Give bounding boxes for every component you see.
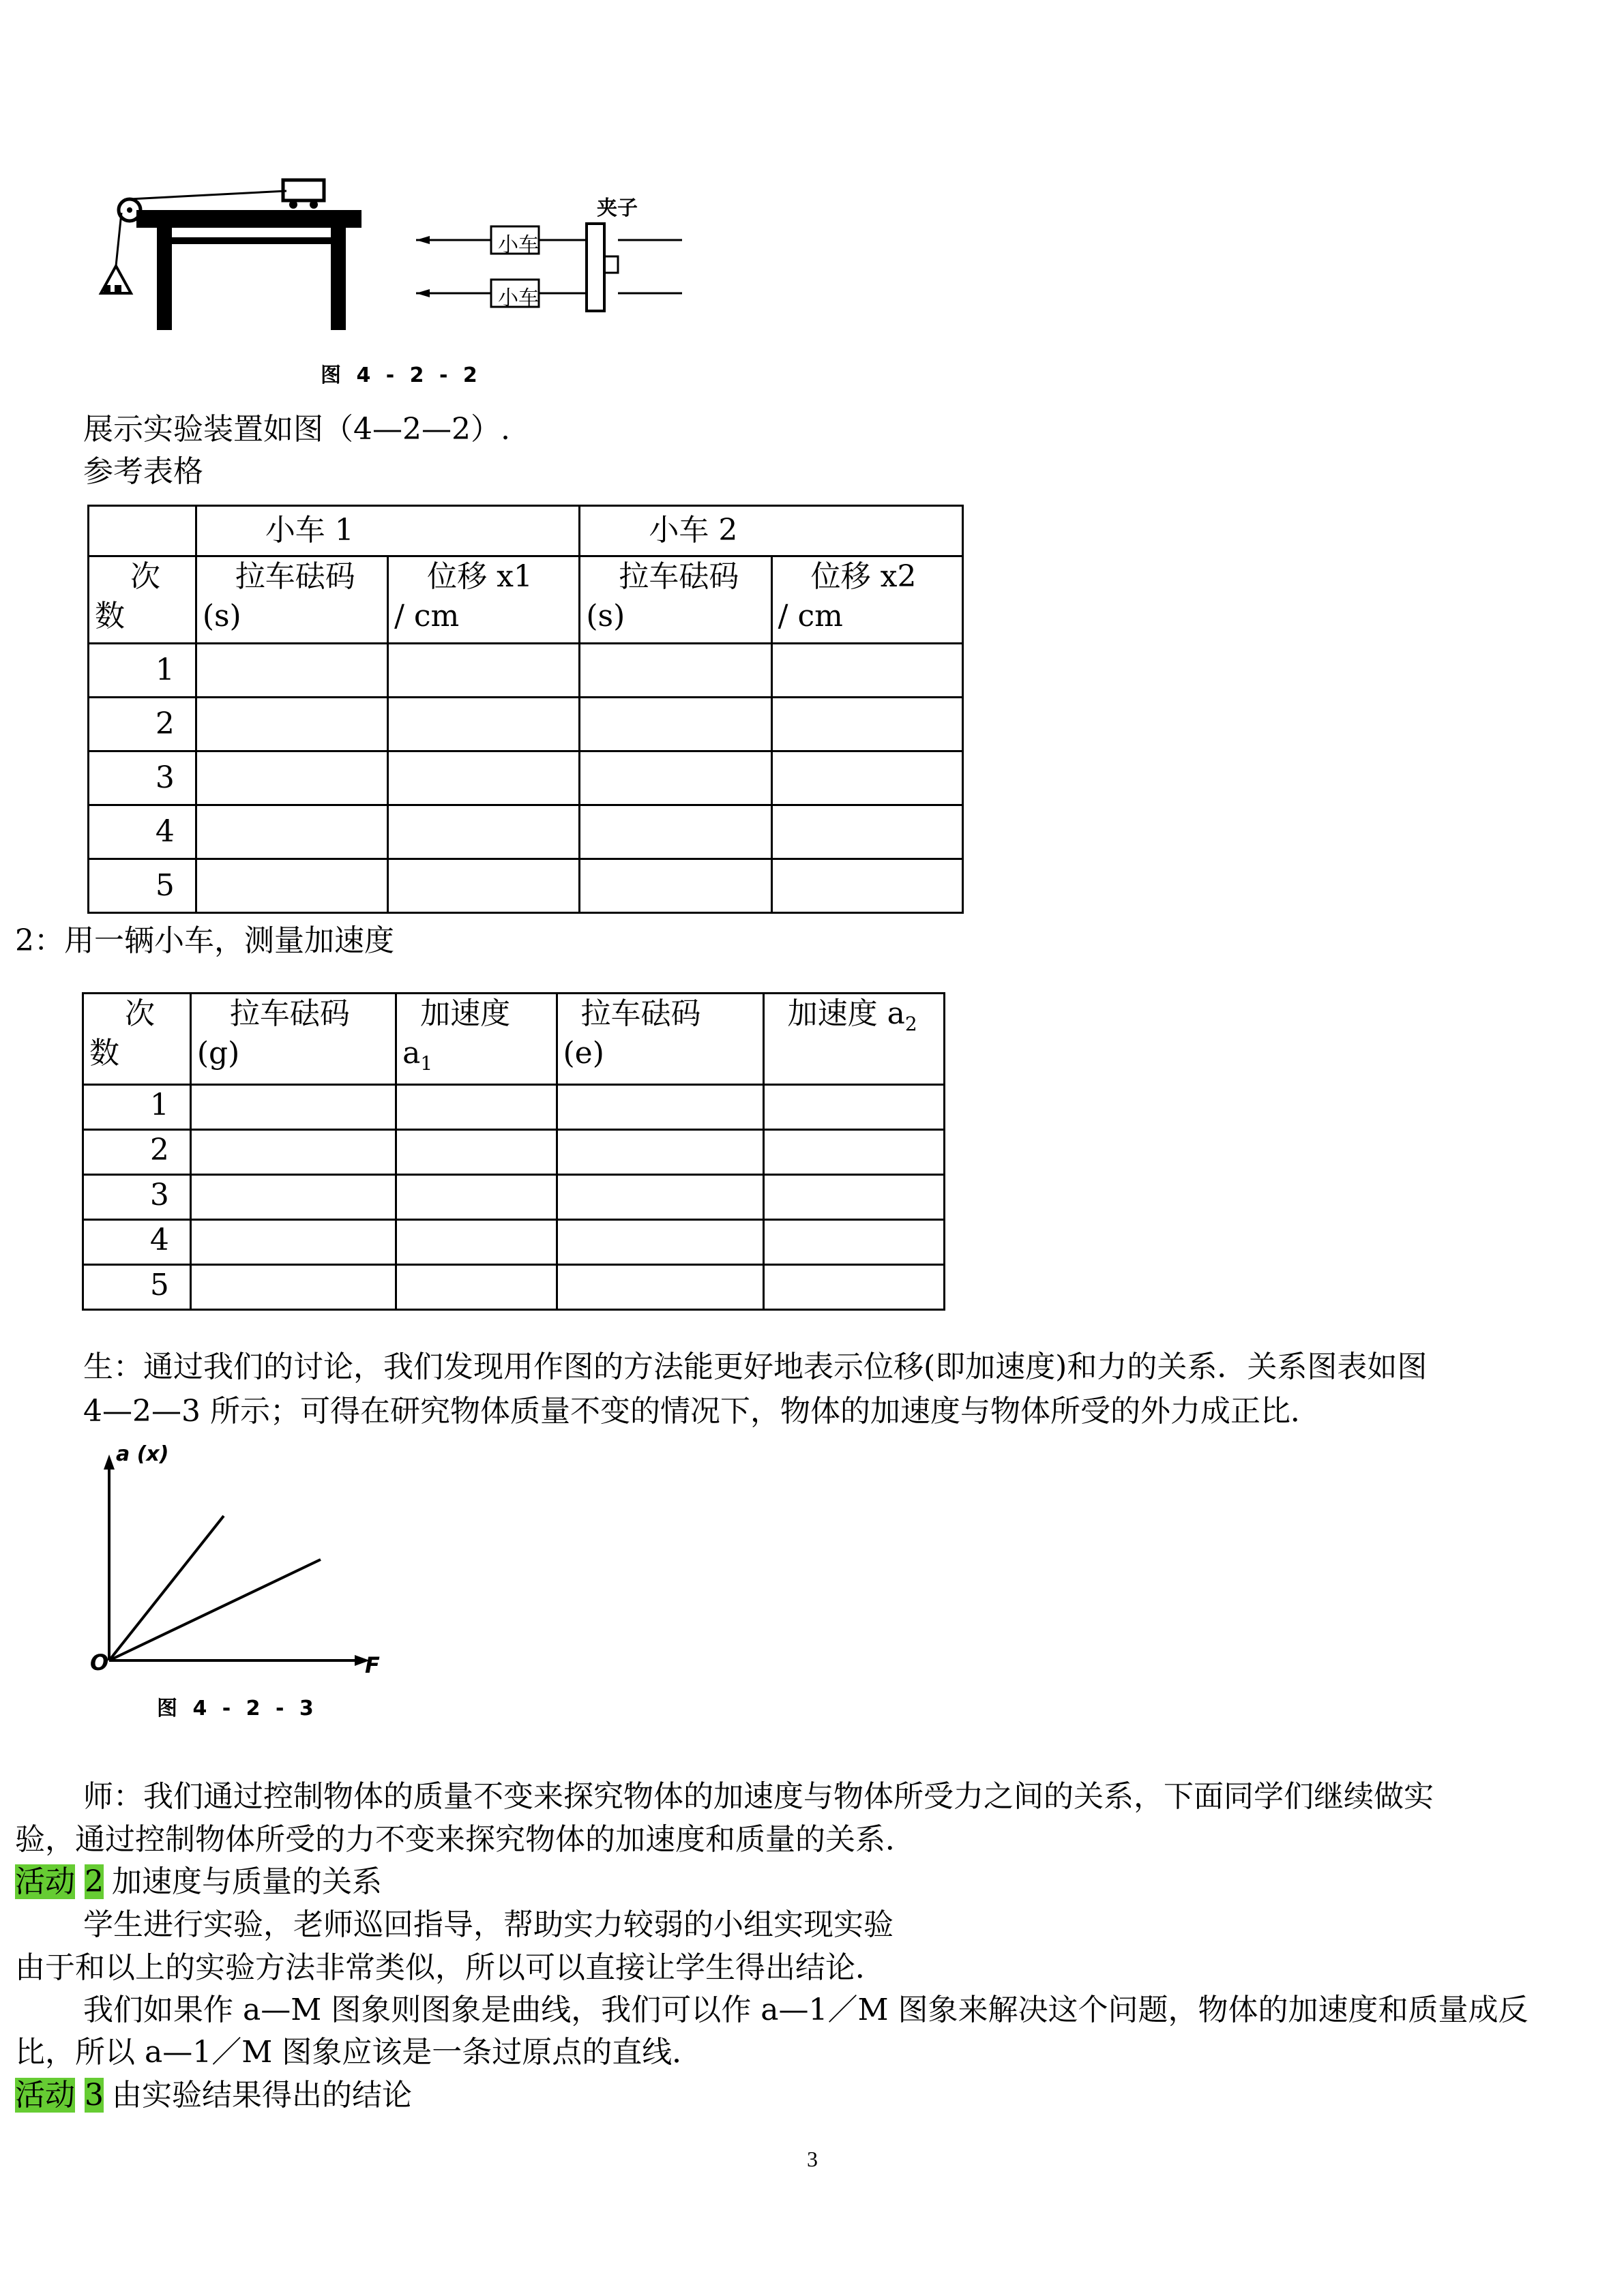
col-count-header: 次 数: [83, 994, 191, 1085]
figure-caption: 图 4 - 2 - 3: [157, 1697, 318, 1720]
para-student-line-1: 生：通过我们的讨论，我们发现用作图的方法能更好地表示位移(即加速度)和力的关系．关系图表如图: [83, 1350, 1428, 1384]
col-accel-1-header: 加速度 $a_1$: [396, 994, 557, 1085]
header-blank: [89, 506, 196, 556]
table-row: 3: [89, 751, 963, 805]
graph-line-shallow: [109, 1560, 321, 1660]
origin-label: O: [90, 1650, 109, 1675]
clip-label: 夹子: [597, 196, 638, 220]
para-graph-line-2: 比，所以 a—1／M 图象应该是一条过原点的直线．: [15, 2035, 703, 2070]
table-row: 2: [89, 698, 963, 751]
para-ref-table: 参考表格: [83, 454, 203, 489]
activity-number: 3: [85, 2078, 104, 2113]
col-weight-1-header: 拉车砝码 (s): [196, 556, 387, 644]
header-cart-2: 小车 2: [580, 506, 963, 556]
y-axis-label: a (x): [116, 1442, 169, 1466]
table-row: 5: [89, 859, 963, 913]
activity-2-heading: [15, 1862, 382, 1903]
table-row: 5: [83, 1264, 945, 1309]
col-weight-1-header: 拉车砝码 (g): [190, 994, 396, 1085]
para-similar-method: 由于和以上的实验方法非常类似，所以可以直接让学生得出结论．: [15, 1950, 885, 1985]
table-row: 4: [89, 805, 963, 859]
activity-title: 加速度与质量的关系: [112, 1864, 382, 1899]
col-count-header: 次 数: [89, 556, 196, 644]
table-row: 4: [83, 1219, 945, 1264]
table-row: 3: [83, 1174, 945, 1219]
activity-3-heading: [15, 2075, 412, 2116]
col-disp-2-header: 位移 x2 / cm: [771, 556, 962, 644]
para-students-experiment: 学生进行实验，老师巡回指导，帮助实力较弱的小组实现实验: [83, 1907, 894, 1942]
x-axis-label: F: [365, 1652, 380, 1678]
para-graph-line-1: 我们如果作 a—M 图象则图象是曲线，我们可以作 a—1／M 图象来解决这个问题，物体的加速度和质量成反: [83, 1993, 1529, 2027]
col-weight-2-header: 拉车砝码 (e): [557, 994, 763, 1085]
header-cart-1: 小车 1: [196, 506, 580, 556]
page-number: 3: [807, 2147, 818, 2171]
table-row: 1: [83, 1084, 945, 1129]
figure-caption: 图 4 - 2 - 2: [321, 363, 482, 387]
para-student-line-2: 4—2—3 所示；可得在研究物体质量不变的情况下，物体的加速度与物体所受的外力成正比．: [83, 1394, 1320, 1429]
para-teacher-line-2: 验，通过控制物体所受的力不变来探究物体的加速度和质量的关系．: [15, 1822, 915, 1857]
col-weight-2-header: 拉车砝码 (s): [580, 556, 771, 644]
table-row: 1: [89, 644, 963, 698]
acceleration-force-graph: [82, 1442, 396, 1729]
activity-title: 由实验结果得出的结论: [112, 2078, 412, 2113]
col-disp-1-header: 位移 x1 / cm: [388, 556, 580, 644]
table-acceleration: [82, 992, 945, 1311]
activity-number: 2: [85, 1864, 104, 1899]
col-accel-2-header: 加速度 $a_2$: [763, 994, 944, 1085]
table-cart-displacement: [87, 505, 964, 914]
table-row: 2: [83, 1129, 945, 1174]
activity-tag: 活动: [15, 2078, 75, 2113]
activity-tag: 活动: [15, 1864, 75, 1899]
cart-label-bottom: 小车: [498, 286, 539, 310]
para-teacher-line-1: 师：我们通过控制物体的质量不变来探究物体的加速度与物体所受力之间的关系，下面同学们继续做实: [83, 1779, 1434, 1814]
cart-label-top: 小车: [498, 233, 539, 257]
figure-4-2-2: [95, 170, 709, 396]
figure-4-2-3: [82, 1442, 396, 1729]
graph-line-steep: [109, 1516, 224, 1660]
section-heading-2: 2：用一辆小车，测量加速度: [15, 923, 394, 958]
para-setup: 展示实验装置如图（4—2—2）.: [83, 412, 510, 447]
